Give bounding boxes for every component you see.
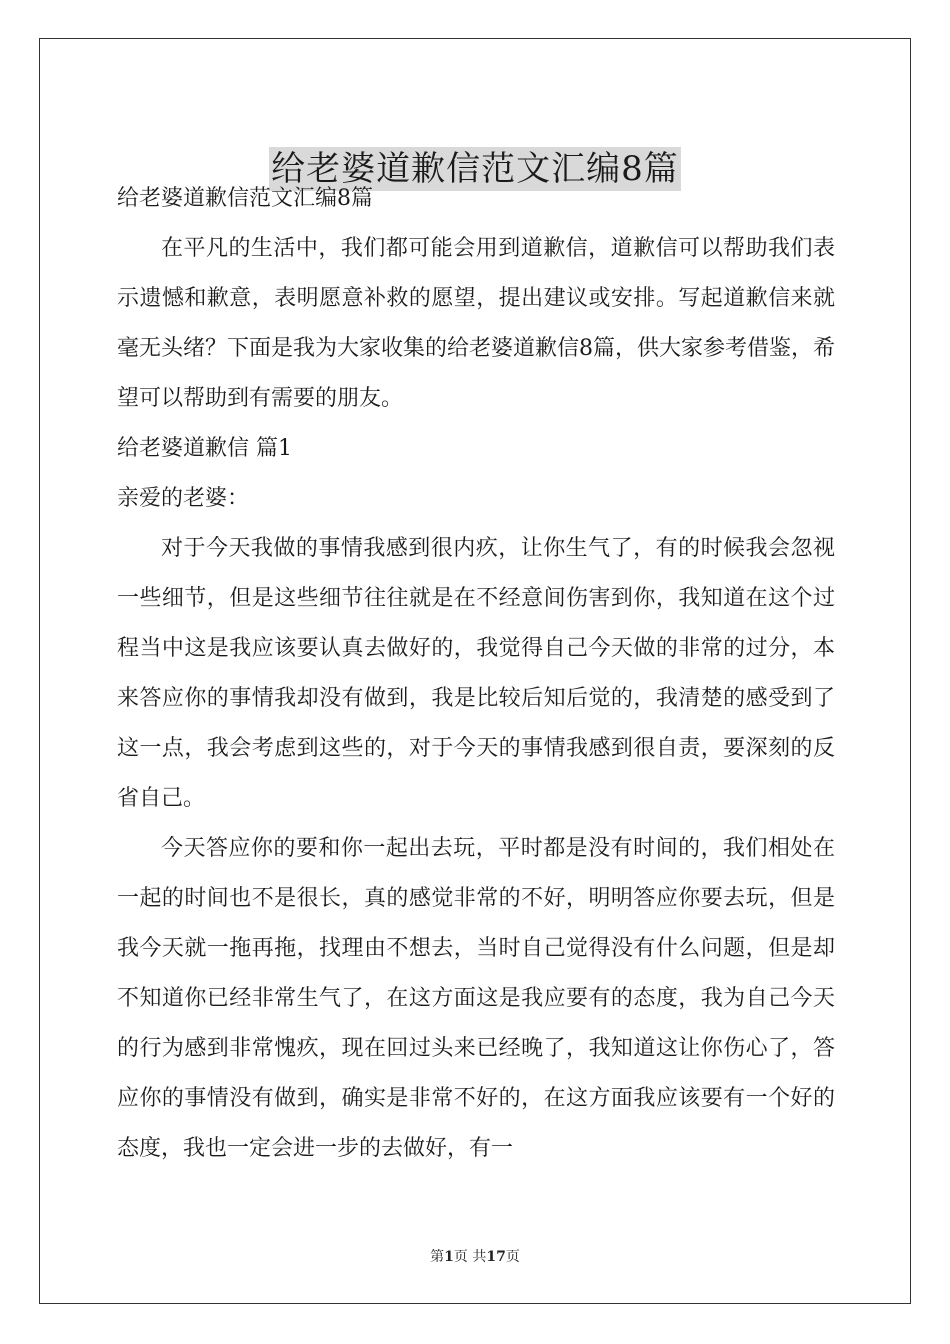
section-heading: 给老婆道歉信 篇1 — [117, 436, 292, 461]
body-paragraph-2: 今天答应你的要和你一起出去玩，平时都是没有时间的，我们相处在一起的时间也不是很长，真的感觉非常的不好，明明答应你要去玩，但是我今天就一拖再拖，找理由不想去，当时自己觉得没有什么问题，但是却不知道你已经非常生气了，在这方面这是我应要有的态度，我为自己今天的行为感到非常愧疚，现在回过头来已经晚了，我知道这让你伤心了，答应你的事情没有做到，确实是非常不好的，在这方面我应该要有一个好的态度，我也一定会进一步的去做好，有一 — [117, 836, 835, 1161]
body-paragraph-1: 对于今天我做的事情我感到很内疚，让你生气了，有的时候我会忽视一些细节，但是这些细节往往就是在不经意间伤害到你，我知道在这个过程当中这是我应该要认真去做好的，我觉得自己今天做的非常的过分，本来答应你的事情我却没有做到，我是比较后知后觉的，我清楚的感受到了这一点，我会考虑到这些的，对于今天的事情我感到很自责，要深刻的反省自己。 — [117, 536, 835, 811]
document-body — [117, 174, 835, 1174]
page-number-suffix: 页 — [505, 1249, 520, 1265]
salutation: 亲爱的老婆： — [117, 486, 250, 511]
document-subtitle: 给老婆道歉信范文汇编8篇 — [117, 186, 373, 211]
page-footer — [0, 1247, 950, 1267]
page-number-prefix: 第 — [430, 1249, 445, 1265]
document-title: 给老婆道歉信范文汇编8篇 — [271, 148, 679, 189]
page-number-mid: 页 共 — [453, 1249, 487, 1265]
intro-paragraph: 在平凡的生活中，我们都可能会用到道歉信，道歉信可以帮助我们表示遗憾和歉意，表明愿意补救的愿望，提出建议或安排。写起道歉信来就毫无头绪？下面是我为大家收集的给老婆道歉信8篇，供大家参考借鉴，希望可以帮助到有需要的朋友。 — [117, 236, 835, 411]
current-page-number: 1 — [444, 1249, 454, 1265]
total-page-number: 17 — [486, 1249, 506, 1265]
